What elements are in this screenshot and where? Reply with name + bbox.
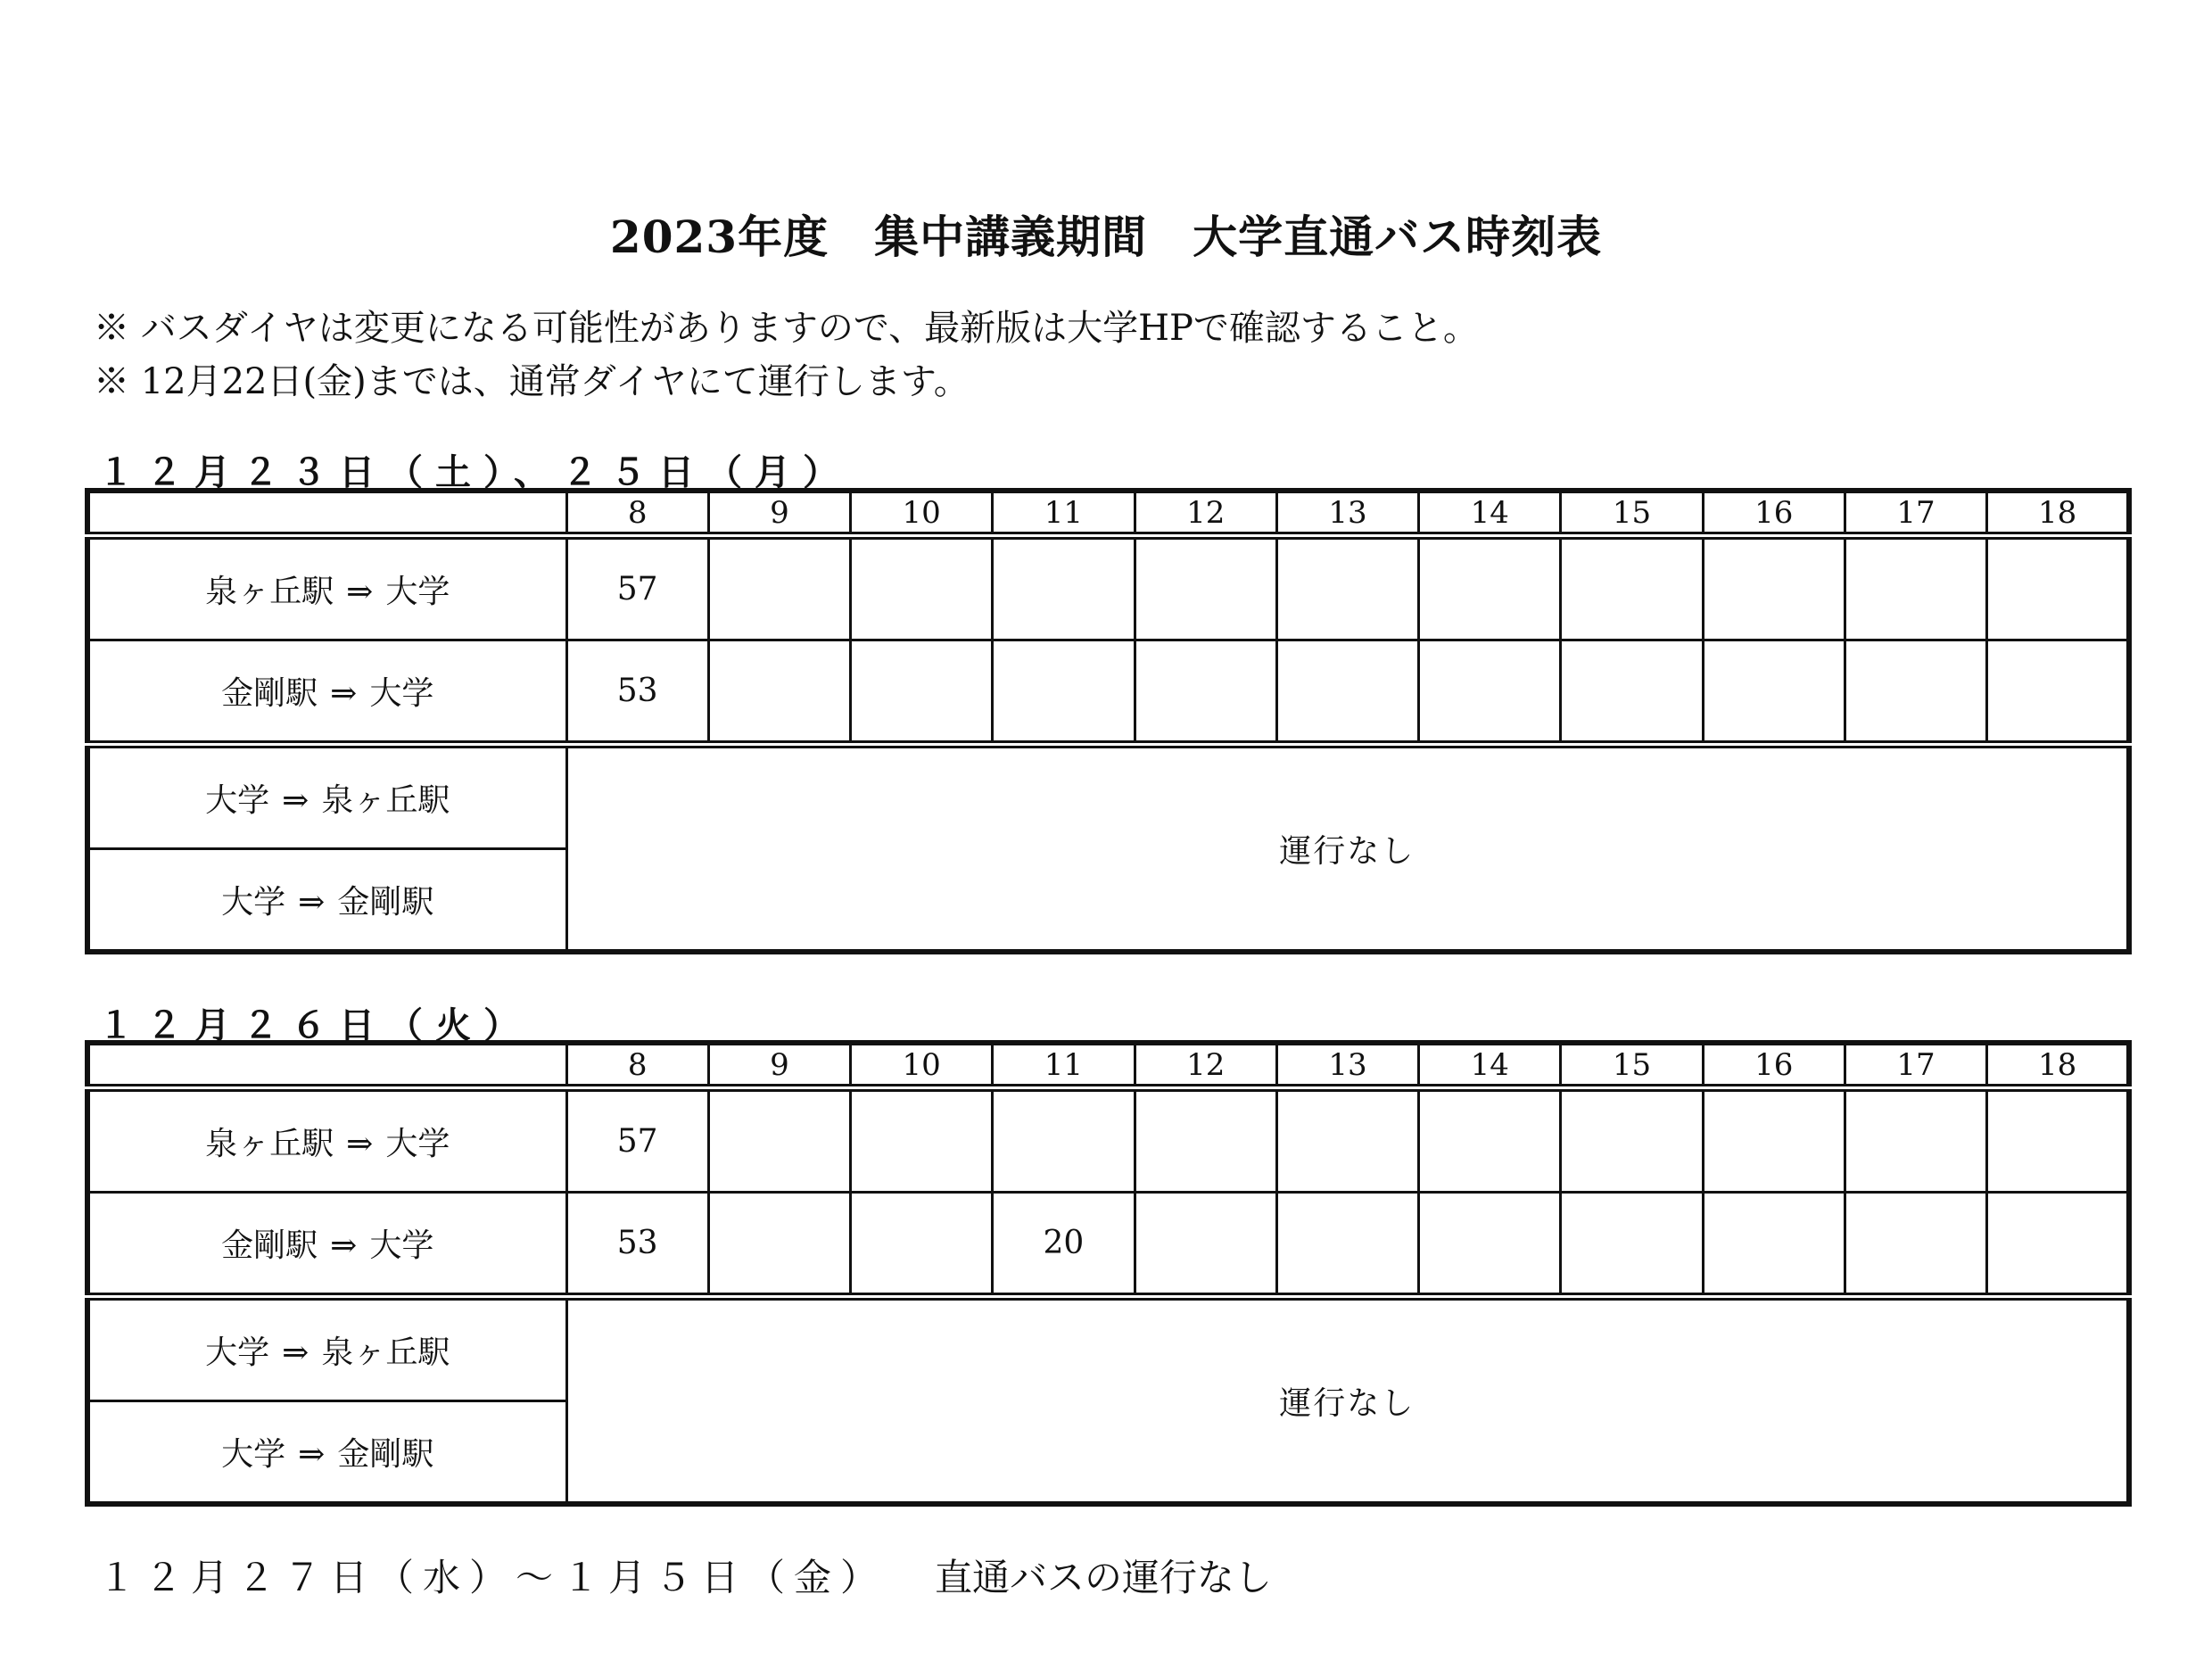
- time-cell: [1703, 1193, 1845, 1297]
- route-label: [87, 536, 566, 640]
- time-cell: [1561, 640, 1703, 745]
- time-cell: [1703, 536, 1845, 640]
- arrow-icon: ⇒: [298, 1436, 326, 1473]
- arrow-icon: ⇒: [298, 884, 326, 921]
- time-cell: [1845, 1193, 1986, 1297]
- route-to: 大学: [369, 1227, 434, 1264]
- page-title: 2023年度 集中講義期間 大学直通バス時刻表: [609, 211, 1603, 263]
- hour-cell: 14: [1419, 491, 1561, 536]
- route-from: 大学: [205, 782, 270, 819]
- hour-cell: 8: [566, 1043, 708, 1088]
- time-cell: [1987, 640, 2129, 745]
- time-cell: [1845, 640, 1986, 745]
- hour-cell: 18: [1987, 1043, 2129, 1088]
- route-label: [87, 1193, 566, 1297]
- time-cell: 20: [993, 1193, 1135, 1297]
- time-cell: [993, 1088, 1135, 1193]
- time-cell: [1987, 536, 2129, 640]
- time-cell: [1703, 640, 1845, 745]
- arrow-icon: ⇒: [282, 1334, 310, 1371]
- hour-cell: 15: [1561, 1043, 1703, 1088]
- time-cell: [1987, 1088, 2129, 1193]
- header-corner-cell: [87, 1043, 566, 1088]
- time-cell: 57: [566, 1088, 708, 1193]
- route-label: [87, 1401, 566, 1505]
- time-cell: [851, 1193, 993, 1297]
- route-from: 大学: [221, 884, 286, 921]
- hour-cell: 18: [1987, 491, 2129, 536]
- route-from: 泉ヶ丘駅: [205, 1126, 334, 1162]
- route-to: 大学: [385, 1126, 450, 1162]
- time-cell: [851, 640, 993, 745]
- time-cell: [1276, 536, 1418, 640]
- hour-cell: 13: [1276, 491, 1418, 536]
- time-cell: [708, 536, 850, 640]
- hour-cell: 11: [993, 491, 1135, 536]
- route-from: 大学: [221, 1436, 286, 1473]
- hour-header-row: [87, 1043, 2129, 1088]
- time-cell: [1845, 536, 1986, 640]
- time-cell: [851, 1088, 993, 1193]
- hour-cell: 8: [566, 491, 708, 536]
- hour-cell: 13: [1276, 1043, 1418, 1088]
- time-cell: [1561, 1088, 1703, 1193]
- route-to: 泉ヶ丘駅: [321, 1334, 450, 1371]
- time-cell: [1276, 1088, 1418, 1193]
- route-to: 金剛駅: [337, 884, 434, 921]
- hour-cell: 10: [851, 491, 993, 536]
- route-from: 大学: [205, 1334, 270, 1371]
- hour-cell: 17: [1845, 1043, 1986, 1088]
- note-diagram-change: ※ バスダイヤは変更になる可能性がありますので、最新版は大学HPで確認すること。: [94, 308, 1479, 349]
- time-cell: [1419, 640, 1561, 745]
- footer-period: １２月２７日（水）～１月５日（金）: [98, 1556, 887, 1599]
- route-label: [87, 1088, 566, 1193]
- time-cell: [1276, 640, 1418, 745]
- route-from: 金剛駅: [221, 1227, 318, 1264]
- time-cell: 53: [566, 1193, 708, 1297]
- time-cell: [1561, 536, 1703, 640]
- arrow-icon: ⇒: [346, 1126, 374, 1162]
- route-label: [87, 745, 566, 849]
- hour-cell: 17: [1845, 491, 1986, 536]
- route-label: [87, 1297, 566, 1401]
- time-cell: [1703, 1088, 1845, 1193]
- route-to: 大学: [385, 574, 450, 610]
- time-cell: [708, 640, 850, 745]
- time-cell: [993, 536, 1135, 640]
- hour-cell: 16: [1703, 1043, 1845, 1088]
- time-cell: [1987, 1193, 2129, 1297]
- no-service-cell: 運行なし: [566, 745, 2129, 953]
- return-route-row: [87, 745, 2129, 849]
- time-cell: 53: [566, 640, 708, 745]
- hour-cell: 12: [1135, 1043, 1276, 1088]
- route-to: 金剛駅: [337, 1436, 434, 1473]
- time-cell: [708, 1193, 850, 1297]
- time-cell: [1135, 536, 1276, 640]
- time-cell: [1135, 1193, 1276, 1297]
- timetable: [85, 1040, 2132, 1507]
- header-corner-cell: [87, 491, 566, 536]
- route-to: 泉ヶ丘駅: [321, 782, 450, 819]
- hour-header-row: [87, 491, 2129, 536]
- time-cell: [993, 640, 1135, 745]
- time-cell: [1419, 1193, 1561, 1297]
- hour-cell: 9: [708, 491, 850, 536]
- arrow-icon: ⇒: [330, 675, 358, 712]
- no-service-cell: 運行なし: [566, 1297, 2129, 1505]
- route-row: [87, 1088, 2129, 1193]
- time-cell: [1135, 640, 1276, 745]
- route-from: 泉ヶ丘駅: [205, 574, 334, 610]
- route-row: [87, 640, 2129, 745]
- note-regular-schedule: ※ 12月22日(金)までは、通常ダイヤにて運行します。: [94, 361, 970, 402]
- footer-message: 直通バスの運行なし: [935, 1556, 1273, 1599]
- time-cell: [1419, 1088, 1561, 1193]
- footer-notice: [98, 1549, 1272, 1602]
- arrow-icon: ⇒: [346, 574, 374, 610]
- hour-cell: 11: [993, 1043, 1135, 1088]
- time-cell: [1561, 1193, 1703, 1297]
- hour-cell: 16: [1703, 491, 1845, 536]
- time-cell: 57: [566, 536, 708, 640]
- route-from: 金剛駅: [221, 675, 318, 712]
- return-route-row: [87, 1297, 2129, 1401]
- hour-cell: 10: [851, 1043, 993, 1088]
- hour-cell: 12: [1135, 491, 1276, 536]
- route-row: [87, 1193, 2129, 1297]
- time-cell: [851, 536, 993, 640]
- route-label: [87, 849, 566, 953]
- section-heading: １２月２６日（火）: [98, 1004, 532, 1046]
- hour-cell: 15: [1561, 491, 1703, 536]
- time-cell: [1276, 1193, 1418, 1297]
- section-heading: １２月２３日（土）、２５日（月）: [98, 451, 851, 493]
- arrow-icon: ⇒: [282, 782, 310, 819]
- time-cell: [1419, 536, 1561, 640]
- route-row: [87, 536, 2129, 640]
- hour-cell: 9: [708, 1043, 850, 1088]
- route-label: [87, 640, 566, 745]
- arrow-icon: ⇒: [330, 1227, 358, 1264]
- time-cell: [1845, 1088, 1986, 1193]
- route-to: 大学: [369, 675, 434, 712]
- hour-cell: 14: [1419, 1043, 1561, 1088]
- timetable: [85, 488, 2132, 954]
- time-cell: [708, 1088, 850, 1193]
- time-cell: [1135, 1088, 1276, 1193]
